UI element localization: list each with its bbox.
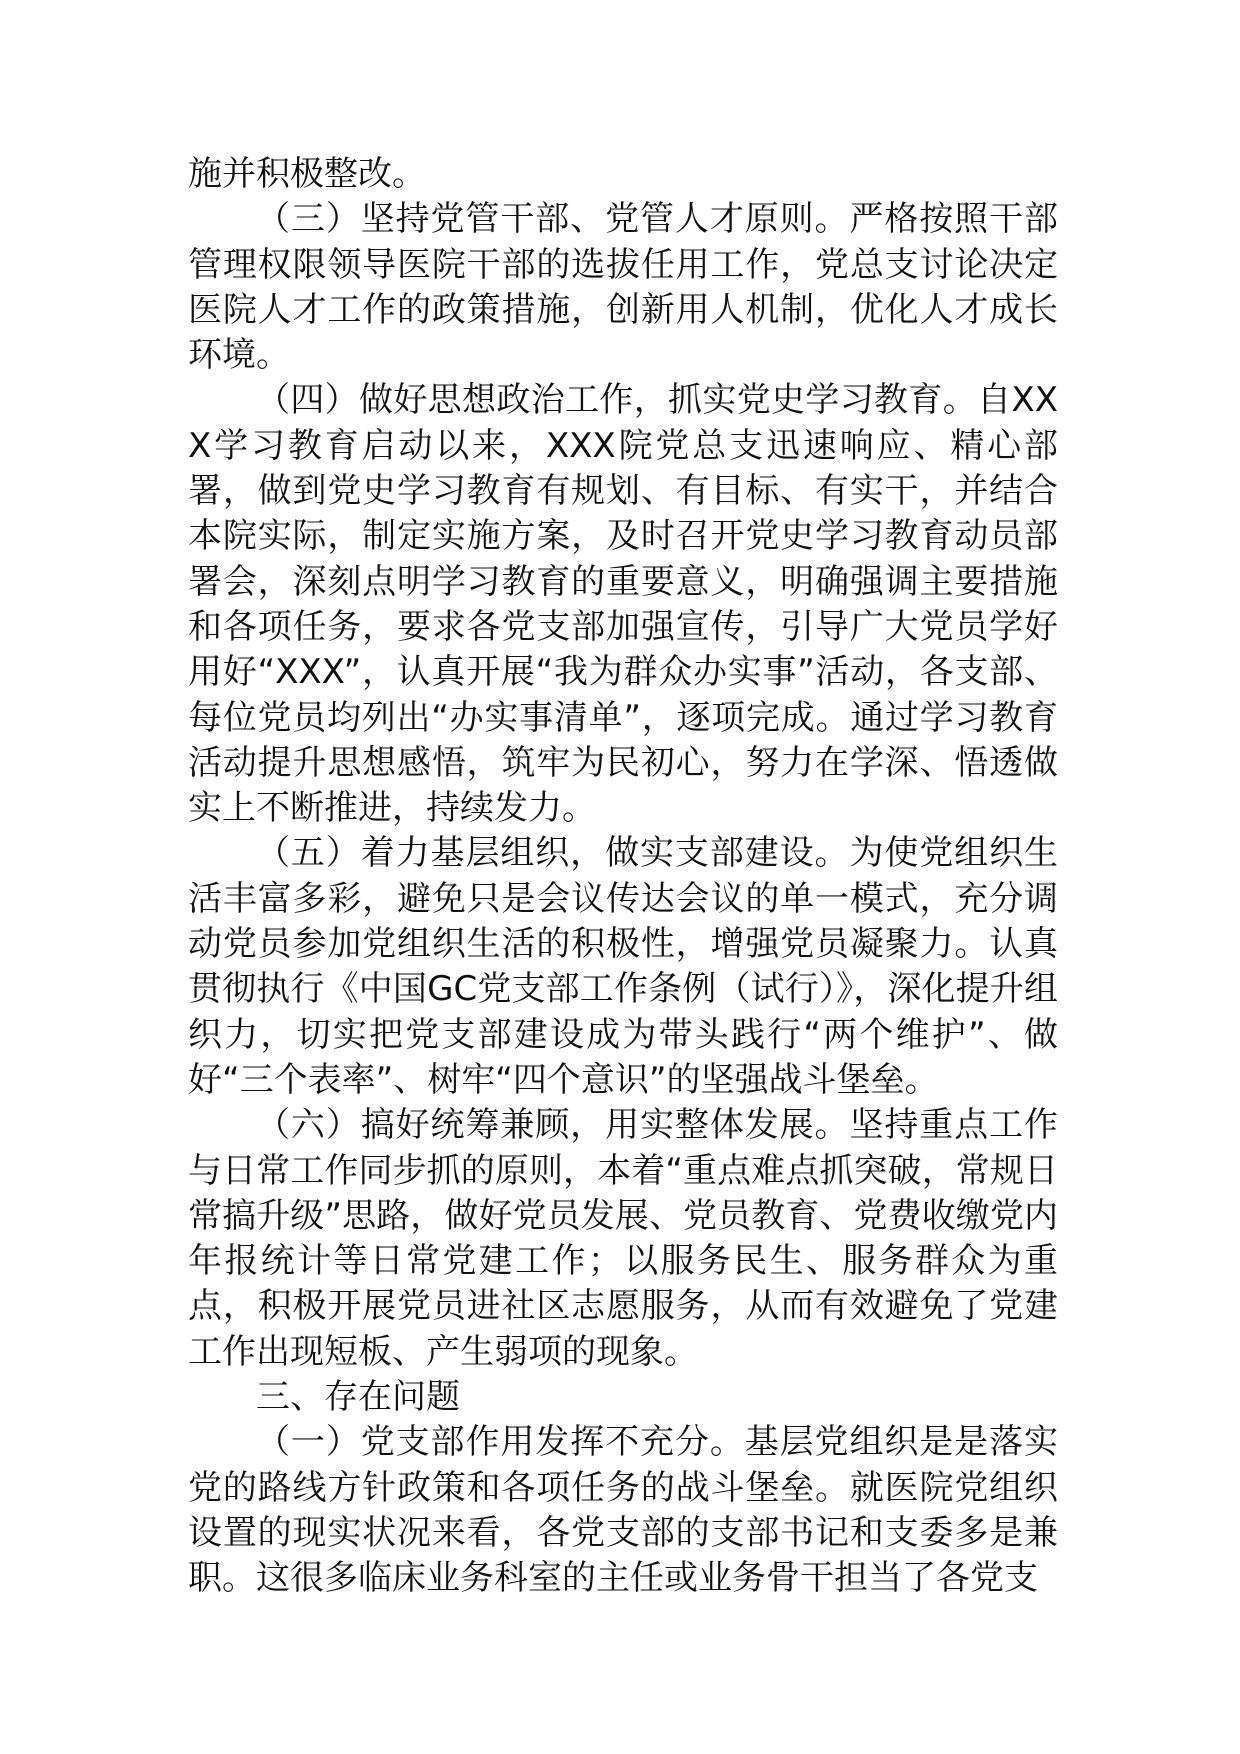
paragraph-section-5: （五）着力基层组织，做实支部建设。为使党组织生活丰富多彩，避免只是会议传达会议的单一模式，充分调动党员参加党组织生活的积极性，增强党员凝聚力。认真贯彻执行《中国GC党支部工作条例（试行）》，深化提升组织力，切实把党支部建设成为带头践行“两个维护”、做好“三个表率”、树牢“四个意识”的坚强战斗堡垒。	[188, 833, 1058, 1100]
paragraph-section-4: （四）做好思想政治工作，抓实党史学习教育。自XXX学习教育启动以来，XXX院党总支迅速响应、精心部署，做到党史学习教育有规划、有目标、有实干，并结合本院实际，制定实施方案，及时召开党史学习教育动员部署会，深刻点明学习教育的重要意义，明确强调主要措施和各项任务，要求各党支部加强宣传，引导广大党员学好用好“XXX”，认真开展“我为群众办实事”活动，各支部、每位党员均列出“办实事清单”，逐项完成。通过学习教育活动提升思想感悟，筑牢为民初心，努力在学深、悟透做实上不断推进，持续发力。	[188, 380, 1058, 829]
paragraph-continuation: 施并积极整改。	[188, 154, 426, 194]
section-heading-problems: 三、存在问题	[256, 1377, 460, 1418]
document-page	[188, 152, 1058, 1602]
paragraph-section-6: （六）搞好统筹兼顾，用实整体发展。坚持重点工作与日常工作同步抓的原则，本着“重点难点抓突破，常规日常搞升级”思路，做好党员发展、党员教育、党费收缴党内年报统计等日常党建工作；以服务民生、服务群众为重点，积极开展党员进社区志愿服务，从而有效避免了党建工作出现短板、产生弱项的现象。	[188, 1105, 1058, 1372]
paragraph-problem-1: （一）党支部作用发挥不充分。基层党组织是是落实党的路线方针政策和各项任务的战斗堡垒。就医院党组织设置的现实状况来看，各党支部的支部书记和支委多是兼职。这很多临床业务科室的主任或业务骨干担当了各党支	[188, 1422, 1058, 1599]
paragraph-section-3: （三）坚持党管干部、党管人才原则。严格按照干部管理权限领导医院干部的选拔任用工作，党总支讨论决定医院人才工作的政策措施，创新用人机制，优化人才成长环境。	[188, 199, 1058, 376]
